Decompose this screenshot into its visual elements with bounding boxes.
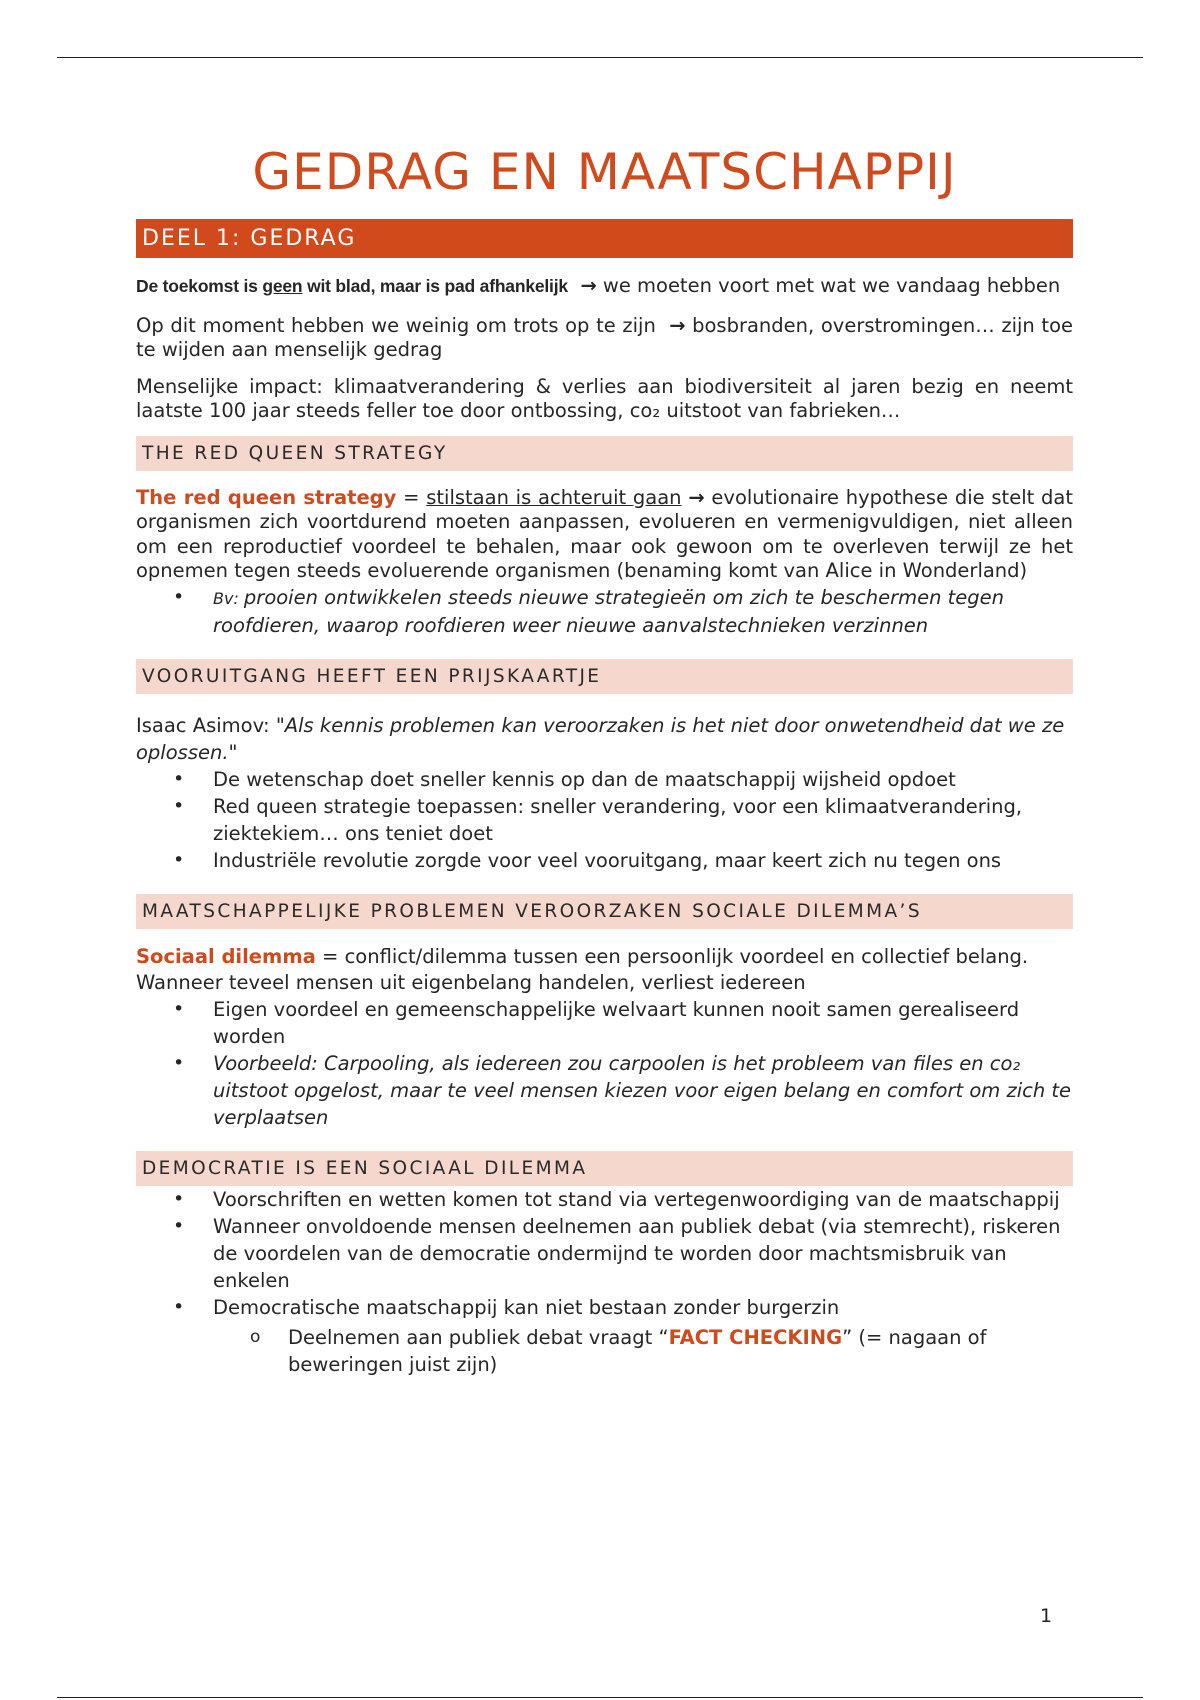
- intro-p1-rest: we moeten voort met wat we vandaag hebben: [596, 274, 1061, 297]
- list-item: [136, 1050, 1073, 1131]
- list-item-text: Eigen voordeel en gemeenschappelijke welvaart kunnen nooit samen gerealiseerd worden: [213, 997, 1020, 1048]
- red-queen-term: The red queen strategy: [136, 485, 397, 509]
- list-item-text: Voorschriften en wetten komen tot stand via vertegenwoordiging van de maatschappij: [213, 1187, 1060, 1211]
- progress-bullets: [136, 766, 1073, 874]
- intro-bold-lead-b: wit blad, maar is pad afhankelijk: [302, 276, 568, 296]
- dilemma-definition: [136, 944, 1073, 996]
- intro-paragraph-1: [136, 274, 1073, 299]
- section-heading-progress: VOORUITGANG HEEFT EEN PRIJSKAARTJE: [136, 659, 1073, 694]
- list-item-text: De wetenschap doet sneller kennis op dan de maatschappij wijsheid opdoet: [213, 767, 956, 791]
- red-queen-definition: [136, 486, 1073, 584]
- red-queen-rest: evolutionaire hypothese die stelt dat organismen zich voortdurend moeten aanpassen, evolueren en vermenigvuldigen, niet alleen om een reproductief voordeel te behalen, maar ook gewoon om te overleven terwijl ze het opnemen tegen steeds evoluerende organismen (benaming komt van Alice in Wonderland): [136, 485, 1073, 582]
- example-text: prooien ontwikkelen steeds nieuwe strategieën om zich te beschermen tegen roofdieren, waarop roofdieren weer nieuwe aanvalstechnieken verzinnen: [213, 585, 1005, 637]
- sub-item-b: ” (= nagaan of beweringen juist zijn): [288, 1325, 987, 1376]
- list-item-text: Wanneer onvoldoende mensen deelnemen aan publiek debat (via stemrecht), riskeren de voordelen van de democratie ondermijnd te worden door machtsmisbruik van enkelen: [213, 1214, 1061, 1292]
- bullet-icon: •: [173, 767, 185, 790]
- list-item: [136, 847, 1073, 874]
- list-item: [136, 793, 1073, 847]
- list-item: [136, 1294, 1073, 1378]
- page-number: 1: [1040, 1605, 1053, 1627]
- quote-text: "Als kennis problemen kan veroorzaken is het niet door onwetendheid dat we ze oplossen.": [136, 713, 1065, 764]
- arrow-icon: →: [580, 274, 597, 297]
- intro-bold-lead-underlined: geen: [262, 276, 303, 296]
- fact-checking-term: FACT CHECKING: [668, 1325, 843, 1349]
- red-queen-bullets: [136, 584, 1073, 639]
- arrow-icon: →: [669, 313, 686, 337]
- intro-bold-lead-a: De toekomst is: [136, 276, 263, 296]
- bullet-icon: •: [173, 848, 185, 871]
- intro-p2-b: bosbranden, overstromingen… zijn toe te wijden aan menselijk gedrag: [136, 313, 1073, 361]
- bullet-icon: •: [173, 585, 185, 608]
- list-item-text: Red queen strategie toepassen: sneller verandering, voor een klimaatverandering, ziektekiem… ons teniet doet: [213, 794, 1023, 845]
- part-heading: DEEL 1: GEDRAG: [136, 219, 1073, 258]
- sub-item-a: Deelnemen aan publiek debat vraagt “: [288, 1325, 669, 1349]
- list-item-text: Voorbeeld: Carpooling, als iedereen zou carpoolen is het probleem van files en co₂ uitstoot opgelost, maar te veel mensen kiezen voor eigen belang en comfort om zich te verplaatsen: [213, 1051, 1072, 1129]
- list-item: [136, 1186, 1073, 1213]
- democracy-bullets: [136, 1186, 1073, 1378]
- arrow-icon: →: [688, 485, 705, 509]
- top-rule: [57, 57, 1143, 58]
- democracy-sub-bullets: [213, 1324, 1073, 1378]
- section-heading-red-queen: THE RED QUEEN STRATEGY: [136, 436, 1073, 471]
- bullet-icon: •: [173, 1051, 185, 1074]
- bullet-icon: •: [173, 1214, 185, 1237]
- asimov-quote: [136, 712, 1073, 766]
- equals-sign: =: [396, 485, 427, 509]
- bullet-icon: •: [173, 1295, 185, 1318]
- sub-bullet-icon: o: [250, 1326, 261, 1347]
- intro-p2-a: Op dit moment hebben we weinig om trots op te zijn: [136, 313, 656, 337]
- section-heading-democracy: DEMOCRATIE IS EEN SOCIAAL DILEMMA: [136, 1151, 1073, 1186]
- bullet-icon: •: [173, 794, 185, 817]
- list-item: [136, 1213, 1073, 1294]
- quote-author: Isaac Asimov:: [136, 713, 276, 737]
- list-item: [136, 584, 1073, 639]
- dilemma-rest: = conflict/dilemma tussen een persoonlijk voordeel en collectief belang. Wanneer teveel mensen uit eigenbelang handelen, verliest iedereen: [136, 944, 1029, 994]
- list-item-text: Industriële revolutie zorgde voor veel vooruitgang, maar keert zich nu tegen ons: [213, 848, 1002, 872]
- sub-list-item: [136, 1324, 1073, 1378]
- bottom-rule: [57, 1697, 1143, 1698]
- bullet-icon: •: [173, 997, 185, 1020]
- red-queen-underlined: stilstaan is achteruit gaan: [426, 485, 682, 509]
- list-item: [136, 996, 1073, 1050]
- bullet-icon: •: [173, 1187, 185, 1210]
- document-body: [136, 140, 1073, 1378]
- dilemma-bullets: [136, 996, 1073, 1131]
- intro-paragraph-3: Menselijke impact: klimaatverandering & verlies aan biodiversiteit al jaren bezig en neemt laatste 100 jaar steeds feller toe door ontbossing, co₂ uitstoot van fabrieken…: [136, 374, 1073, 422]
- example-prefix: Bv:: [213, 588, 244, 608]
- section-heading-dilemmas: MAATSCHAPPELIJKE PROBLEMEN VEROORZAKEN SOCIALE DILEMMA’S: [136, 894, 1073, 929]
- page-title: GEDRAG EN MAATSCHAPPIJ: [252, 143, 957, 201]
- dilemma-term: Sociaal dilemma: [136, 944, 316, 968]
- list-item-text: Democratische maatschappij kan niet bestaan zonder burgerzin: [213, 1295, 840, 1319]
- list-item: [136, 766, 1073, 793]
- intro-paragraph-2: [136, 314, 1073, 363]
